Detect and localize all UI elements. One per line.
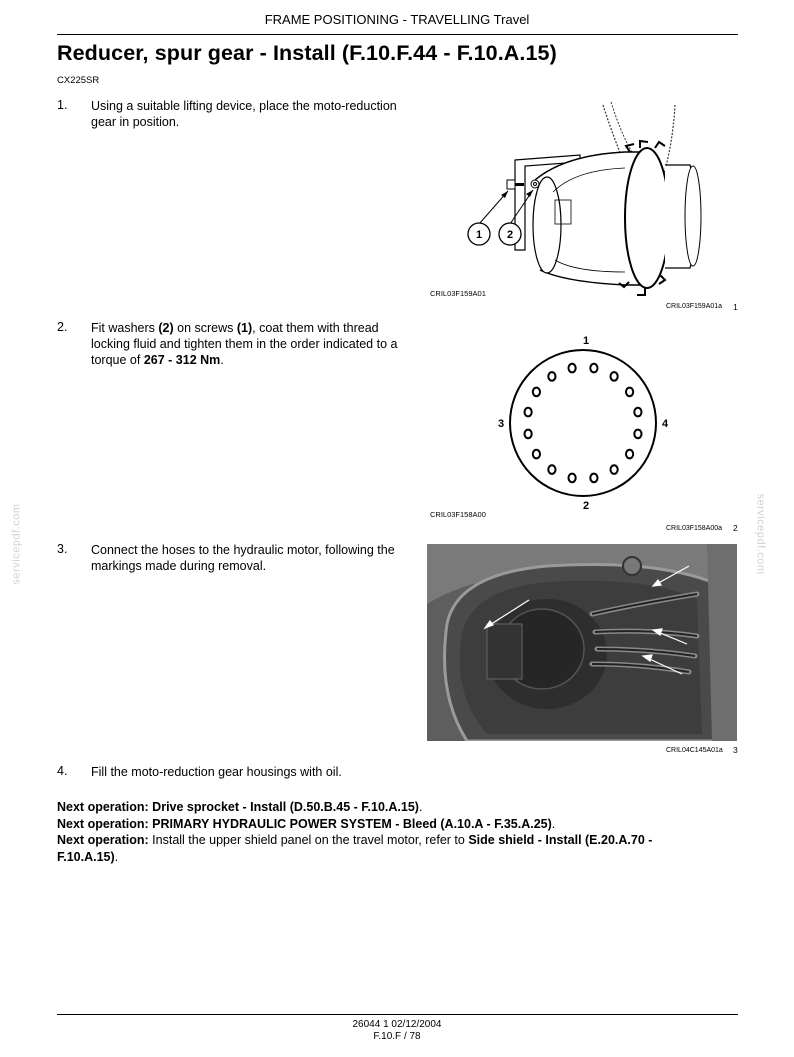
figure-3-hydraulic-motor-photo xyxy=(427,544,737,741)
next-operation-1: Next operation: Drive sprocket - Install (D.50.B.45 - F.10.A.15). xyxy=(57,800,423,814)
next-operation-1-link[interactable]: Drive sprocket - Install (D.50.B.45 - F.10.A.15) xyxy=(152,800,419,814)
torque-value: 267 - 312 Nm xyxy=(143,353,221,367)
figure-1-caption: CRIL03F159A01a xyxy=(666,303,723,310)
figure-2-code: CRIL03F158A00 xyxy=(430,510,486,519)
watermark-right: servicepdf.com xyxy=(754,493,767,575)
figure-2-label-1: 1 xyxy=(582,335,590,347)
model-label: CX225SR xyxy=(57,75,100,86)
step-4-text: Fill the moto-reduction gear housings with oil. xyxy=(91,765,342,779)
figure-2-label-4: 4 xyxy=(661,418,669,430)
figure-2-bolt-pattern-diagram xyxy=(495,330,680,515)
step-2-text: Fit washers (2) on screws (1), coat them with thread locking fluid and tighten them in the order indicated to a torque of 267 - 312 Nm. xyxy=(91,321,398,367)
figure-3-caption: CRIL04C145A01a xyxy=(666,747,723,754)
figure-3-number: 3 xyxy=(733,745,738,755)
footer-rule xyxy=(57,1014,738,1015)
footer-page-number: F.10.F / 78 xyxy=(373,1031,421,1042)
svg-text:1: 1 xyxy=(475,229,483,241)
figure-2-caption: CRIL03F158A00a xyxy=(666,525,723,532)
washers-ref: (2) xyxy=(158,321,174,335)
svg-text:2: 2 xyxy=(506,229,514,241)
watermark-left: servicepdf.com xyxy=(10,503,23,585)
step-2-number: 2. xyxy=(57,320,68,334)
step-4-number: 4. xyxy=(57,764,68,778)
step-3-number: 3. xyxy=(57,542,68,556)
figure-2-label-3: 3 xyxy=(497,418,505,430)
step-1-text: Using a suitable lifting device, place the moto-reduction gear in position. xyxy=(91,99,397,129)
step-3-text: Connect the hoses to the hydraulic motor, following the markings made during removal. xyxy=(91,543,395,573)
header-rule xyxy=(57,34,738,35)
figure-2-number: 2 xyxy=(733,523,738,533)
running-header: FRAME POSITIONING - TRAVELLING Travel xyxy=(264,12,530,27)
next-operations xyxy=(57,799,717,865)
figure-1-code: CRIL03F159A01 xyxy=(430,289,486,298)
next-operation-3: Next operation: Install the upper shield panel on the travel motor, refer to Side shield - Install (E.20.A.70 - F.10.A.15). xyxy=(57,833,653,864)
figure-2-label-2: 2 xyxy=(582,500,590,512)
next-operation-3-link[interactable]: Side shield - Install (E.20.A.70 - F.10.A.15) xyxy=(57,833,653,864)
page-title: Reducer, spur gear - Install (F.10.F.44 - F.10.A.15) xyxy=(57,41,557,65)
figure-1-number: 1 xyxy=(733,302,738,312)
next-operation-2-link[interactable]: PRIMARY HYDRAULIC POWER SYSTEM - Bleed (A.10.A - F.35.A.25) xyxy=(152,816,552,831)
figure-1-reducer-drawing xyxy=(425,100,745,315)
step-1-number: 1. xyxy=(57,98,68,112)
footer-doc-id: 26044 1 02/12/2004 xyxy=(352,1019,442,1030)
screws-ref: (1) xyxy=(236,321,253,335)
next-operation-2: Next operation: PRIMARY HYDRAULIC POWER SYSTEM - Bleed (A.10.A - F.35.A.25). xyxy=(57,816,556,831)
